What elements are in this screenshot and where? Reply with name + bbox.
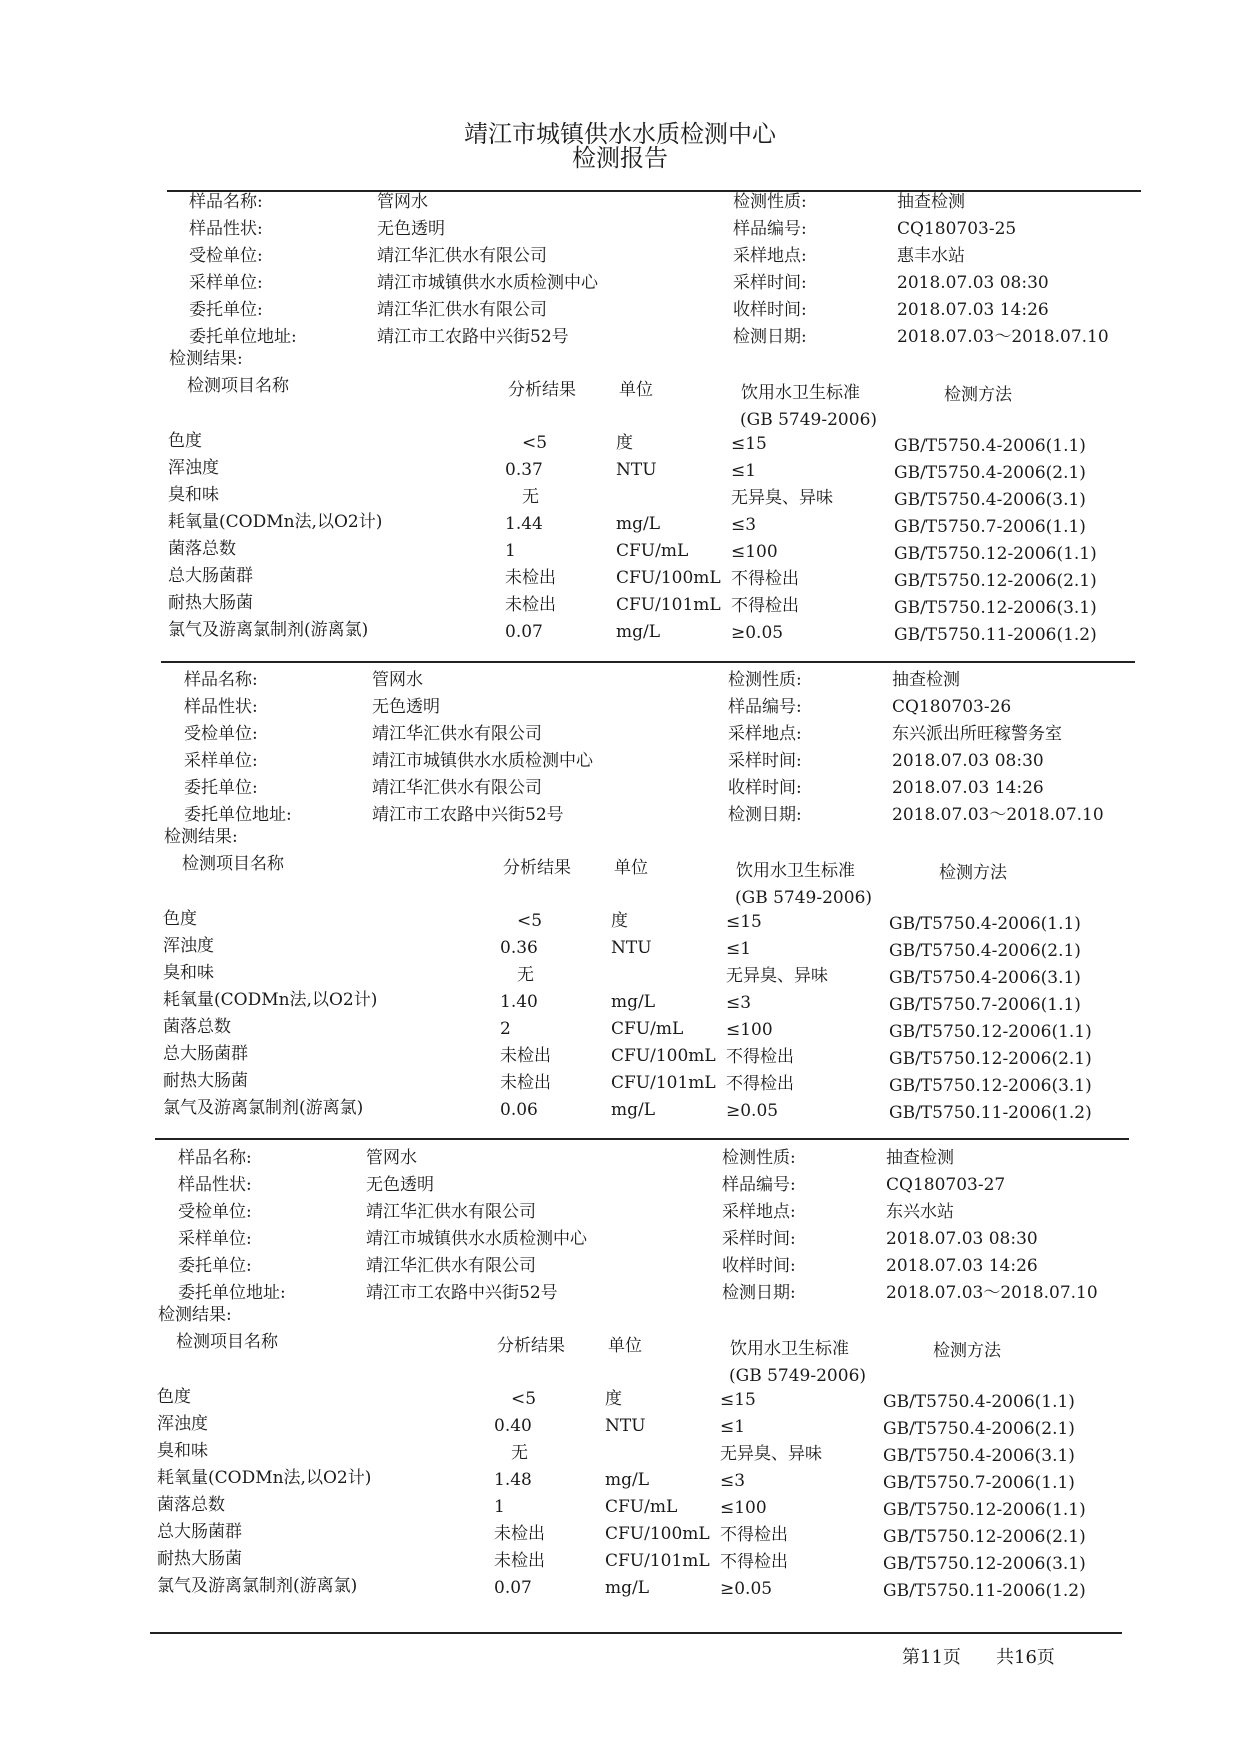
col-header-result: 分析结果 xyxy=(508,380,576,400)
test-nature-value: 抽查检测 xyxy=(897,192,965,212)
client-unit-value: 靖江华汇供水有限公司 xyxy=(372,778,542,798)
sampling-site-label: 采样地点: xyxy=(722,1202,796,1222)
col-header-standard-ref: (GB 5749-2006) xyxy=(735,888,873,908)
sample-no-label: 样品编号: xyxy=(728,697,802,717)
sample-no-value: CQ180703-26 xyxy=(892,697,1012,717)
client-unit-label: 委托单位: xyxy=(178,1256,252,1276)
sampling-time-value: 2018.07.03 08:30 xyxy=(897,273,1049,293)
sample-property-label: 样品性状: xyxy=(178,1175,252,1195)
col-header-method: 检测方法 xyxy=(944,385,1012,405)
sample-no-value: CQ180703-27 xyxy=(886,1175,1006,1195)
col-header-unit: 单位 xyxy=(608,1336,642,1356)
test-nature-label: 检测性质: xyxy=(722,1148,796,1168)
item-standard: 不得检出 xyxy=(731,569,799,589)
report-subtitle: 检测报告 xyxy=(572,144,668,172)
item-name: 耐热大肠菌 xyxy=(168,593,253,613)
item-result: 2 xyxy=(500,1019,511,1039)
receiving-time-value: 2018.07.03 14:26 xyxy=(897,300,1049,320)
sampling-site-label: 采样地点: xyxy=(728,724,802,744)
client-unit-value: 靖江华汇供水有限公司 xyxy=(366,1256,536,1276)
item-unit: mg/L xyxy=(611,992,656,1012)
test-nature-label: 检测性质: xyxy=(733,192,807,212)
item-method: GB/T5750.7-2006(1.1) xyxy=(889,995,1081,1015)
item-name: 总大肠菌群 xyxy=(157,1522,242,1542)
item-unit: 度 xyxy=(616,433,633,453)
col-header-result: 分析结果 xyxy=(503,858,571,878)
col-header-item: 检测项目名称 xyxy=(182,854,284,874)
page-number: 第11页 xyxy=(902,1647,961,1668)
item-result: 无 xyxy=(522,487,539,507)
item-name: 色度 xyxy=(168,431,202,451)
results-heading: 检测结果: xyxy=(158,1305,232,1325)
inspected-unit-value: 靖江华汇供水有限公司 xyxy=(366,1202,536,1222)
item-standard: ≤15 xyxy=(731,434,767,454)
item-name: 浑浊度 xyxy=(157,1414,208,1434)
col-header-item: 检测项目名称 xyxy=(187,376,289,396)
item-unit: NTU xyxy=(611,938,652,958)
client-address-label: 委托单位地址: xyxy=(189,327,297,347)
receiving-time-label: 收样时间: xyxy=(733,300,807,320)
test-date-value: 2018.07.03～2018.07.10 xyxy=(892,805,1104,825)
item-result: 无 xyxy=(517,965,534,985)
sample-property-value: 无色透明 xyxy=(377,219,445,239)
item-unit: CFU/mL xyxy=(616,541,689,561)
sample-name-value: 管网水 xyxy=(372,670,423,690)
col-header-standard: 饮用水卫生标准 xyxy=(741,383,860,403)
item-unit: 度 xyxy=(605,1389,622,1409)
item-result: 0.36 xyxy=(500,938,538,958)
item-standard: ≤1 xyxy=(726,939,752,959)
col-header-standard: 饮用水卫生标准 xyxy=(730,1339,849,1359)
sampling-time-label: 采样时间: xyxy=(722,1229,796,1249)
item-unit: NTU xyxy=(605,1416,646,1436)
item-name: 氯气及游离氯制剂(游离氯) xyxy=(163,1098,364,1118)
col-header-unit: 单位 xyxy=(614,858,648,878)
item-result: 1.48 xyxy=(494,1470,532,1490)
item-standard: ≤3 xyxy=(720,1471,746,1491)
item-method: GB/T5750.12-2006(1.1) xyxy=(894,544,1097,564)
client-address-value: 靖江市工农路中兴街52号 xyxy=(372,805,564,825)
client-address-value: 靖江市工农路中兴街52号 xyxy=(377,327,569,347)
item-standard: 无异臭、异味 xyxy=(726,966,828,986)
sampling-time-value: 2018.07.03 08:30 xyxy=(886,1229,1038,1249)
item-method: GB/T5750.4-2006(3.1) xyxy=(894,490,1086,510)
report-title: 靖江市城镇供水水质检测中心 xyxy=(464,120,776,148)
sample-property-value: 无色透明 xyxy=(366,1175,434,1195)
page-total: 共16页 xyxy=(996,1647,1055,1668)
item-result: <5 xyxy=(517,911,543,931)
sampling-time-label: 采样时间: xyxy=(733,273,807,293)
client-address-label: 委托单位地址: xyxy=(178,1283,286,1303)
test-date-value: 2018.07.03～2018.07.10 xyxy=(897,327,1109,347)
item-name: 氯气及游离氯制剂(游离氯) xyxy=(168,620,369,640)
item-standard: ≤100 xyxy=(731,542,778,562)
test-nature-value: 抽查检测 xyxy=(886,1148,954,1168)
item-method: GB/T5750.12-2006(3.1) xyxy=(883,1554,1086,1574)
sampling-site-value: 惠丰水站 xyxy=(897,246,965,266)
sampling-site-value: 东兴水站 xyxy=(886,1202,954,1222)
item-standard: ≤15 xyxy=(726,912,762,932)
item-standard: ≥0.05 xyxy=(731,623,784,643)
item-unit: CFU/100mL xyxy=(605,1524,710,1544)
item-method: GB/T5750.11-2006(1.2) xyxy=(894,625,1097,645)
item-name: 臭和味 xyxy=(168,485,219,505)
item-name: 菌落总数 xyxy=(157,1495,225,1515)
item-result: 未检出 xyxy=(505,595,556,615)
item-result: 未检出 xyxy=(505,568,556,588)
results-heading: 检测结果: xyxy=(169,349,243,369)
col-header-unit: 单位 xyxy=(619,380,653,400)
item-result: <5 xyxy=(511,1389,537,1409)
item-result: 未检出 xyxy=(494,1551,545,1571)
results-heading: 检测结果: xyxy=(164,827,238,847)
item-result: 无 xyxy=(511,1443,528,1463)
item-name: 色度 xyxy=(163,909,197,929)
item-unit: CFU/mL xyxy=(611,1019,684,1039)
col-header-method: 检测方法 xyxy=(933,1341,1001,1361)
sampling-unit-value: 靖江市城镇供水水质检测中心 xyxy=(366,1229,587,1249)
item-method: GB/T5750.12-2006(2.1) xyxy=(889,1049,1092,1069)
sampling-unit-label: 采样单位: xyxy=(178,1229,252,1249)
client-unit-label: 委托单位: xyxy=(189,300,263,320)
bottom-rule xyxy=(150,1632,1122,1634)
item-unit: mg/L xyxy=(611,1100,656,1120)
item-name: 浑浊度 xyxy=(168,458,219,478)
item-standard: ≥0.05 xyxy=(726,1101,779,1121)
item-standard: ≤1 xyxy=(731,461,757,481)
item-standard: 不得检出 xyxy=(726,1047,794,1067)
item-unit: mg/L xyxy=(605,1470,650,1490)
item-result: 0.07 xyxy=(494,1578,532,1598)
item-name: 总大肠菌群 xyxy=(163,1044,248,1064)
sampling-unit-value: 靖江市城镇供水水质检测中心 xyxy=(377,273,598,293)
sampling-time-value: 2018.07.03 08:30 xyxy=(892,751,1044,771)
item-result: 未检出 xyxy=(494,1524,545,1544)
receiving-time-label: 收样时间: xyxy=(728,778,802,798)
inspected-unit-label: 受检单位: xyxy=(184,724,258,744)
item-method: GB/T5750.4-2006(1.1) xyxy=(883,1392,1075,1412)
test-date-label: 检测日期: xyxy=(733,327,807,347)
sampling-unit-label: 采样单位: xyxy=(189,273,263,293)
item-standard: 不得检出 xyxy=(720,1525,788,1545)
col-header-standard-ref: (GB 5749-2006) xyxy=(740,410,878,430)
sampling-unit-value: 靖江市城镇供水水质检测中心 xyxy=(372,751,593,771)
inspected-unit-label: 受检单位: xyxy=(189,246,263,266)
client-unit-value: 靖江华汇供水有限公司 xyxy=(377,300,547,320)
sample-name-label: 样品名称: xyxy=(178,1148,252,1168)
item-method: GB/T5750.7-2006(1.1) xyxy=(883,1473,1075,1493)
section-divider xyxy=(155,1138,1129,1140)
item-unit: mg/L xyxy=(616,622,661,642)
inspected-unit-label: 受检单位: xyxy=(178,1202,252,1222)
item-unit: mg/L xyxy=(616,514,661,534)
col-header-method: 检测方法 xyxy=(939,863,1007,883)
item-method: GB/T5750.4-2006(3.1) xyxy=(889,968,1081,988)
item-standard: ≤100 xyxy=(720,1498,767,1518)
item-unit: NTU xyxy=(616,460,657,480)
item-method: GB/T5750.11-2006(1.2) xyxy=(889,1103,1092,1123)
item-unit: CFU/mL xyxy=(605,1497,678,1517)
item-name: 臭和味 xyxy=(163,963,214,983)
item-name: 氯气及游离氯制剂(游离氯) xyxy=(157,1576,358,1596)
item-standard: ≤15 xyxy=(720,1390,756,1410)
item-standard: ≤100 xyxy=(726,1020,773,1040)
item-name: 菌落总数 xyxy=(168,539,236,559)
col-header-standard: 饮用水卫生标准 xyxy=(736,861,855,881)
item-name: 浑浊度 xyxy=(163,936,214,956)
item-result: 1.44 xyxy=(505,514,543,534)
item-name: 色度 xyxy=(157,1387,191,1407)
sample-name-value: 管网水 xyxy=(377,192,428,212)
client-address-label: 委托单位地址: xyxy=(184,805,292,825)
test-nature-value: 抽查检测 xyxy=(892,670,960,690)
test-nature-label: 检测性质: xyxy=(728,670,802,690)
sample-property-label: 样品性状: xyxy=(189,219,263,239)
item-method: GB/T5750.4-2006(1.1) xyxy=(889,914,1081,934)
item-result: 未检出 xyxy=(500,1046,551,1066)
item-name: 耗氧量(CODMn法,以O2计) xyxy=(157,1468,372,1488)
col-header-item: 检测项目名称 xyxy=(176,1332,278,1352)
item-standard: ≤1 xyxy=(720,1417,746,1437)
sampling-site-label: 采样地点: xyxy=(733,246,807,266)
item-method: GB/T5750.12-2006(2.1) xyxy=(883,1527,1086,1547)
item-standard: ≥0.05 xyxy=(720,1579,773,1599)
inspected-unit-value: 靖江华汇供水有限公司 xyxy=(377,246,547,266)
receiving-time-value: 2018.07.03 14:26 xyxy=(892,778,1044,798)
item-method: GB/T5750.4-2006(2.1) xyxy=(894,463,1086,483)
sample-name-label: 样品名称: xyxy=(189,192,263,212)
test-date-label: 检测日期: xyxy=(722,1283,796,1303)
item-standard: ≤3 xyxy=(731,515,757,535)
sample-no-label: 样品编号: xyxy=(722,1175,796,1195)
sample-name-value: 管网水 xyxy=(366,1148,417,1168)
sample-name-label: 样品名称: xyxy=(184,670,258,690)
test-date-value: 2018.07.03～2018.07.10 xyxy=(886,1283,1098,1303)
item-method: GB/T5750.4-2006(2.1) xyxy=(889,941,1081,961)
receiving-time-label: 收样时间: xyxy=(722,1256,796,1276)
item-method: GB/T5750.11-2006(1.2) xyxy=(883,1581,1086,1601)
item-name: 耗氧量(CODMn法,以O2计) xyxy=(168,512,383,532)
item-method: GB/T5750.12-2006(1.1) xyxy=(889,1022,1092,1042)
item-standard: 无异臭、异味 xyxy=(720,1444,822,1464)
item-name: 菌落总数 xyxy=(163,1017,231,1037)
item-method: GB/T5750.12-2006(3.1) xyxy=(889,1076,1092,1096)
item-method: GB/T5750.4-2006(1.1) xyxy=(894,436,1086,456)
item-unit: CFU/101mL xyxy=(605,1551,710,1571)
sampling-time-label: 采样时间: xyxy=(728,751,802,771)
item-name: 耗氧量(CODMn法,以O2计) xyxy=(163,990,378,1010)
sample-no-value: CQ180703-25 xyxy=(897,219,1017,239)
item-result: 0.06 xyxy=(500,1100,538,1120)
item-method: GB/T5750.4-2006(2.1) xyxy=(883,1419,1075,1439)
item-unit: CFU/101mL xyxy=(616,595,721,615)
client-unit-label: 委托单位: xyxy=(184,778,258,798)
item-name: 耐热大肠菌 xyxy=(163,1071,248,1091)
item-name: 臭和味 xyxy=(157,1441,208,1461)
item-method: GB/T5750.4-2006(3.1) xyxy=(883,1446,1075,1466)
sample-property-value: 无色透明 xyxy=(372,697,440,717)
section-divider xyxy=(161,661,1135,663)
item-name: 总大肠菌群 xyxy=(168,566,253,586)
top-rule xyxy=(167,190,1141,192)
item-method: GB/T5750.12-2006(2.1) xyxy=(894,571,1097,591)
item-result: 0.37 xyxy=(505,460,543,480)
item-result: 未检出 xyxy=(500,1073,551,1093)
item-unit: CFU/100mL xyxy=(611,1046,716,1066)
test-date-label: 检测日期: xyxy=(728,805,802,825)
inspected-unit-value: 靖江华汇供水有限公司 xyxy=(372,724,542,744)
sampling-unit-label: 采样单位: xyxy=(184,751,258,771)
sample-property-label: 样品性状: xyxy=(184,697,258,717)
item-unit: 度 xyxy=(611,911,628,931)
item-result: 0.07 xyxy=(505,622,543,642)
sample-no-label: 样品编号: xyxy=(733,219,807,239)
item-result: <5 xyxy=(522,433,548,453)
item-standard: 不得检出 xyxy=(731,596,799,616)
client-address-value: 靖江市工农路中兴街52号 xyxy=(366,1283,558,1303)
item-name: 耐热大肠菌 xyxy=(157,1549,242,1569)
item-method: GB/T5750.12-2006(3.1) xyxy=(894,598,1097,618)
item-standard: 不得检出 xyxy=(726,1074,794,1094)
col-header-result: 分析结果 xyxy=(497,1336,565,1356)
item-result: 1.40 xyxy=(500,992,538,1012)
col-header-standard-ref: (GB 5749-2006) xyxy=(729,1366,867,1386)
item-unit: CFU/100mL xyxy=(616,568,721,588)
item-standard: 无异臭、异味 xyxy=(731,488,833,508)
item-result: 0.40 xyxy=(494,1416,532,1436)
sampling-site-value: 东兴派出所旺稼警务室 xyxy=(892,724,1062,744)
item-standard: 不得检出 xyxy=(720,1552,788,1572)
item-standard: ≤3 xyxy=(726,993,752,1013)
item-unit: CFU/101mL xyxy=(611,1073,716,1093)
item-method: GB/T5750.12-2006(1.1) xyxy=(883,1500,1086,1520)
item-result: 1 xyxy=(494,1497,505,1517)
item-unit: mg/L xyxy=(605,1578,650,1598)
item-result: 1 xyxy=(505,541,516,561)
receiving-time-value: 2018.07.03 14:26 xyxy=(886,1256,1038,1276)
item-method: GB/T5750.7-2006(1.1) xyxy=(894,517,1086,537)
